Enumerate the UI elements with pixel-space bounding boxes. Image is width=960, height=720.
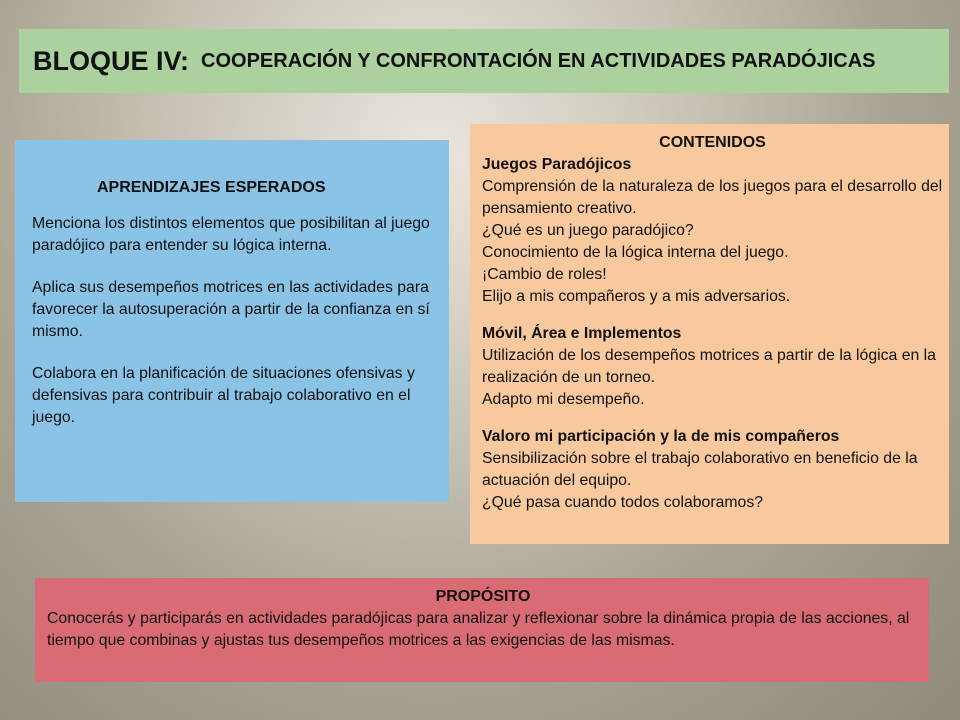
proposito-panel	[35, 578, 929, 682]
contenidos-heading: CONTENIDOS	[659, 134, 766, 151]
section-title: Juegos Paradójicos	[482, 156, 632, 173]
block-title-banner	[19, 29, 949, 93]
section-line: ¿Qué pasa cuando todos colaboramos?	[482, 494, 764, 511]
aprendizaje-item: Colabora en la planificación de situaciones ofensivas y defensivas para contribuir al trabajo colaborativo en el juego.	[32, 365, 415, 426]
contenidos-section	[482, 323, 943, 411]
aprendizaje-item: Aplica sus desempeños motrices en las actividades para favorecer la autosuperación a partir de la confianza en sí mismo.	[32, 279, 430, 340]
section-line: ¡Cambio de roles!	[482, 266, 607, 283]
proposito-text: Conocerás y participarás en actividades paradójicas para analizar y reflexionar sobre la dinámica propia de las acciones, al tiempo que combinas y ajustas tus desempeños motrices a las exigencias de las mismas.	[47, 610, 910, 649]
contenidos-section	[482, 154, 943, 308]
section-line: Sensibilización sobre el trabajo colaborativo en beneficio de la actuación del equipo.	[482, 450, 918, 489]
block-title: BLOQUE IV:	[33, 45, 190, 76]
section-line: Elijo a mis compañeros y a mis adversarios.	[482, 288, 791, 305]
aprendizajes-panel	[15, 140, 449, 502]
contenidos-section	[482, 426, 943, 514]
section-line: Comprensión de la naturaleza de los juegos para el desarrollo del pensamiento creativo.	[482, 178, 943, 217]
section-title: Móvil, Área e Implementos	[482, 325, 682, 342]
aprendizaje-item: Menciona los distintos elementos que posibilitan al juego paradójico para entender su lógica interna.	[32, 215, 430, 254]
block-subtitle: COOPERACIÓN Y CONFRONTACIÓN EN ACTIVIDADES PARADÓJICAS	[201, 49, 876, 72]
proposito-heading: PROPÓSITO	[435, 588, 531, 605]
section-line: Conocimiento de la lógica interna del juego.	[482, 244, 789, 261]
section-line: Adapto mi desempeño.	[482, 391, 645, 408]
contenidos-panel	[470, 124, 949, 544]
aprendizajes-heading: APRENDIZAJES ESPERADOS	[97, 179, 326, 196]
section-title: Valoro mi participación y la de mis compañeros	[482, 428, 840, 445]
section-line: ¿Qué es un juego paradójico?	[482, 222, 694, 239]
section-line: Utilización de los desempeños motrices a partir de la lógica en la realización de un torneo.	[482, 347, 936, 386]
